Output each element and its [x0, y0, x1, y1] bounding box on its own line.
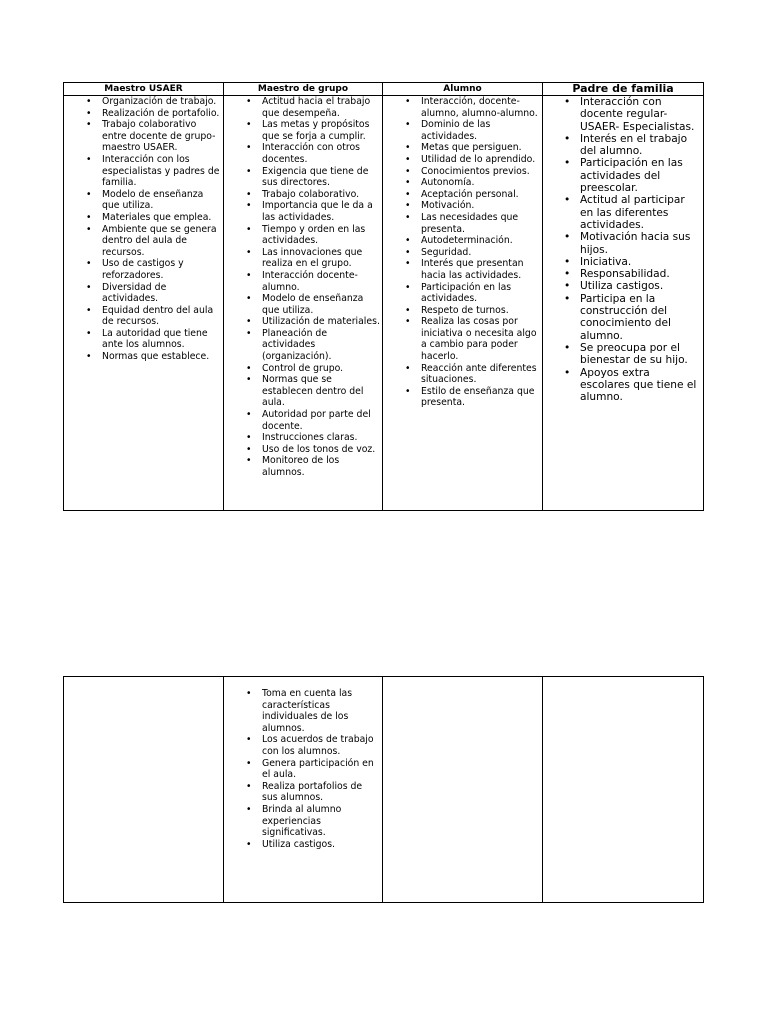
- list-item: • Uso de los tonos de voz.: [224, 444, 380, 456]
- list-item: • Utilización de materiales.: [224, 316, 380, 328]
- list-item: • Normas que establece.: [64, 351, 221, 363]
- list-item: • Seguridad.: [383, 247, 540, 259]
- list-item: • Brinda al alumno experiencias significativas.: [224, 804, 380, 839]
- header-padre-familia: Padre de familia: [543, 83, 704, 96]
- cell-padre-familia: [543, 96, 704, 511]
- list-item: • Utilidad de lo aprendido.: [383, 154, 540, 166]
- list-item: • Materiales que emplea.: [64, 212, 221, 224]
- list-item: • Exigencia que tiene de sus directores.: [224, 166, 380, 189]
- cell-maestro-grupo: [224, 96, 383, 511]
- list-item: • Planeación de actividades (organización).: [224, 328, 380, 363]
- list-item: • Interacción con los especialistas y padres de familia.: [64, 154, 221, 189]
- cell-maestro-usaer: [64, 96, 224, 511]
- list-item: • Las necesidades que presenta.: [383, 212, 540, 235]
- list-item: • Modelo de enseñanza que utiliza.: [64, 189, 221, 212]
- list-item: • Importancia que le da a las actividades.: [224, 200, 380, 223]
- list-item: • Trabajo colaborativo entre docente de grupo- maestro USAER.: [64, 119, 221, 154]
- cell-empty-padre: [543, 677, 704, 903]
- list-item: • Participación en las actividades.: [383, 282, 540, 305]
- cell-alumno: [383, 96, 543, 511]
- list-item: • Interacción, docente-alumno, alumno-alumno.: [383, 96, 540, 119]
- list-item: • Reacción ante diferentes situaciones.: [383, 363, 540, 386]
- list-item: • Diversidad de actividades.: [64, 282, 221, 305]
- list-item: • Realiza portafolios de sus alumnos.: [224, 781, 380, 804]
- list-maestro-usaer: [64, 96, 223, 363]
- list-item: • Motivación.: [383, 200, 540, 212]
- list-item: • Actitud al participar en las diferentes actividades.: [543, 194, 701, 231]
- list-item: • Instrucciones claras.: [224, 432, 380, 444]
- list-item: • Interacción con docente regular- USAER- Especialistas.: [543, 96, 701, 133]
- list-item: • Realización de portafolio.: [64, 108, 221, 120]
- list-item: • Respeto de turnos.: [383, 305, 540, 317]
- list-item: • Conocimientos previos.: [383, 166, 540, 178]
- continuation-table: [63, 676, 704, 903]
- list-item: • Participación en las actividades del preescolar.: [543, 157, 701, 194]
- list-item: • Responsabilidad.: [543, 268, 701, 280]
- header-alumno: Alumno: [383, 83, 543, 96]
- header-maestro-grupo: Maestro de grupo: [224, 83, 383, 96]
- list-item: • Aceptación personal.: [383, 189, 540, 201]
- continuation-row: [64, 677, 704, 903]
- list-item: • Autodeterminación.: [383, 235, 540, 247]
- list-item: • Interacción con otros docentes.: [224, 142, 380, 165]
- list-item: • Apoyos extra escolares que tiene el alumno.: [543, 367, 701, 404]
- list-item: • Se preocupa por el bienestar de su hijo.: [543, 342, 701, 367]
- list-item: • Autoridad por parte del docente.: [224, 409, 380, 432]
- header-maestro-usaer: Maestro USAER: [64, 83, 224, 96]
- list-item: • Modelo de enseñanza que utiliza.: [224, 293, 380, 316]
- list-item: • Tiempo y orden en las actividades.: [224, 224, 380, 247]
- list-item: • Dominio de las actividades.: [383, 119, 540, 142]
- list-item: • Ambiente que se genera dentro del aula de recursos.: [64, 224, 221, 259]
- list-item: • Realiza las cosas por iniciativa o necesita algo a cambio para poder hacerlo.: [383, 316, 540, 362]
- list-item: • Genera participación en el aula.: [224, 758, 380, 781]
- header-row: [64, 83, 704, 96]
- list-item: • Control de grupo.: [224, 363, 380, 375]
- cell-empty-alumno: [383, 677, 543, 903]
- list-item: • La autoridad que tiene ante los alumnos.: [64, 328, 221, 351]
- list-item: • Estilo de enseñanza que presenta.: [383, 386, 540, 409]
- list-item: • Interés en el trabajo del alumno.: [543, 133, 701, 158]
- evaluation-table: [63, 82, 704, 511]
- list-item: • Participa en la construcción del conocimiento del alumno.: [543, 293, 701, 342]
- list-item: • Interés que presentan hacia las actividades.: [383, 258, 540, 281]
- list-item: • Utiliza castigos.: [224, 839, 380, 851]
- list-item: • Organización de trabajo.: [64, 96, 221, 108]
- list-item: • Autonomía.: [383, 177, 540, 189]
- list-item: • Toma en cuenta las características individuales de los alumnos.: [224, 688, 380, 734]
- list-item: • Metas que persiguen.: [383, 142, 540, 154]
- list-padre-familia: [543, 96, 703, 403]
- body-row: [64, 96, 704, 511]
- list-item: • Iniciativa.: [543, 256, 701, 268]
- list-item: • Normas que se establecen dentro del aula.: [224, 374, 380, 409]
- list-item: • Las innovaciones que realiza en el grupo.: [224, 247, 380, 270]
- list-item: • Utiliza castigos.: [543, 280, 701, 292]
- list-item: • Motivación hacia sus hijos.: [543, 231, 701, 256]
- cell-empty-usaer: [64, 677, 224, 903]
- list-item: • Los acuerdos de trabajo con los alumnos.: [224, 734, 380, 757]
- list-item: • Las metas y propósitos que se forja a cumplir.: [224, 119, 380, 142]
- list-item: • Uso de castigos y reforzadores.: [64, 258, 221, 281]
- cell-continuation-maestro-grupo: [224, 677, 383, 903]
- list-maestro-grupo: [224, 96, 382, 479]
- list-item: • Equidad dentro del aula de recursos.: [64, 305, 221, 328]
- list-item: • Interacción docente-alumno.: [224, 270, 380, 293]
- list-alumno: [383, 96, 542, 409]
- list-item: • Actitud hacia el trabajo que desempeña.: [224, 96, 380, 119]
- list-item: • Trabajo colaborativo.: [224, 189, 380, 201]
- list-item: • Monitoreo de los alumnos.: [224, 455, 380, 478]
- list-continuation-maestro-grupo: [224, 677, 382, 850]
